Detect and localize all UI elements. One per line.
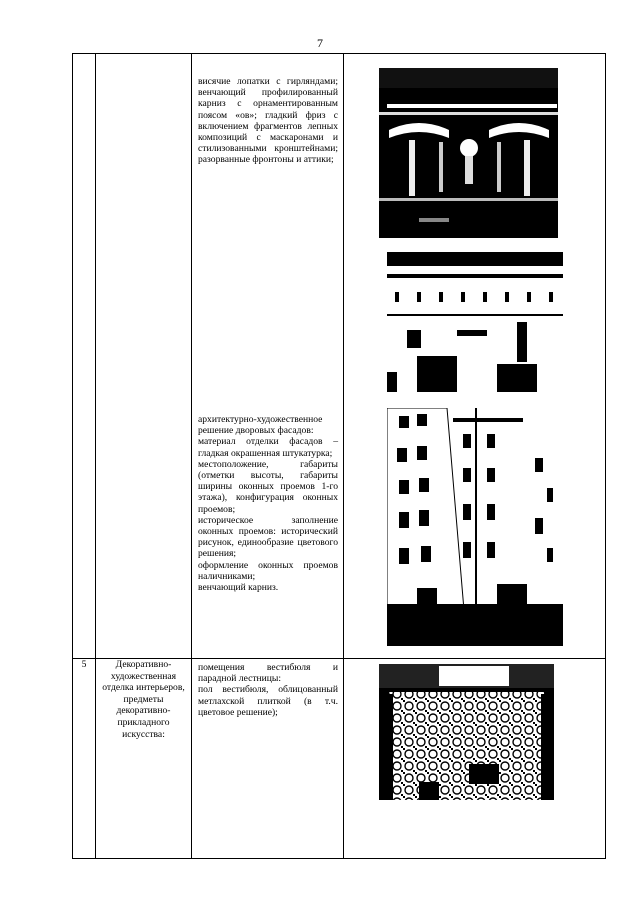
description-paragraph: висячие лопатки с гирляндами; венчающий профилированный карниз с орнаментированным поясом «ов»; гладкий фриз с включением фрагментов лепных композиций с маскаронами и стилизованными кронштейнами; разорванные фронтоны и аттики; xyxy=(198,76,338,166)
facade-decor-photo xyxy=(379,68,558,238)
description-paragraph: архитектурно-художественное решение дворовых фасадов: xyxy=(198,414,323,437)
description-paragraph: местоположение, габариты (отметки высоты, габариты ширины оконных проемов 1-го этажа), конфигурация оконных проемов; xyxy=(198,458,338,515)
interior-description-text xyxy=(198,662,338,718)
courtyard-facade-photo xyxy=(387,408,563,646)
heritage-table xyxy=(72,53,606,859)
column-divider xyxy=(95,54,96,858)
description-paragraph: пол вестибюля, облицованный метлахской плиткой (в т.ч. цветовое решение); xyxy=(198,684,338,718)
vestibule-floor-photo xyxy=(379,664,554,800)
description-paragraph: оформление оконных проемов наличниками; xyxy=(198,559,338,582)
facade-cornice-photo xyxy=(387,252,563,392)
facade-description-text xyxy=(198,76,338,166)
description-paragraph: помещения вестибюля и парадной лестницы: xyxy=(198,662,338,685)
description-paragraph: венчающий карниз. xyxy=(198,582,279,594)
column-divider xyxy=(343,54,344,858)
courtyard-description-text xyxy=(198,414,338,593)
row-number: 5 xyxy=(81,659,87,670)
description-paragraph: материал отделки фасадов – гладкая окрашенная штукатурка; xyxy=(198,436,338,459)
row-title: Декоративно-художественная отделка интерьеров, предметы декоративно-прикладного искусства: xyxy=(102,659,185,740)
column-divider xyxy=(191,54,192,858)
page-number: 7 xyxy=(317,36,323,50)
description-paragraph: историческое заполнение оконных проемов: исторический рисунок, единообразие цветового решения; xyxy=(198,514,338,560)
